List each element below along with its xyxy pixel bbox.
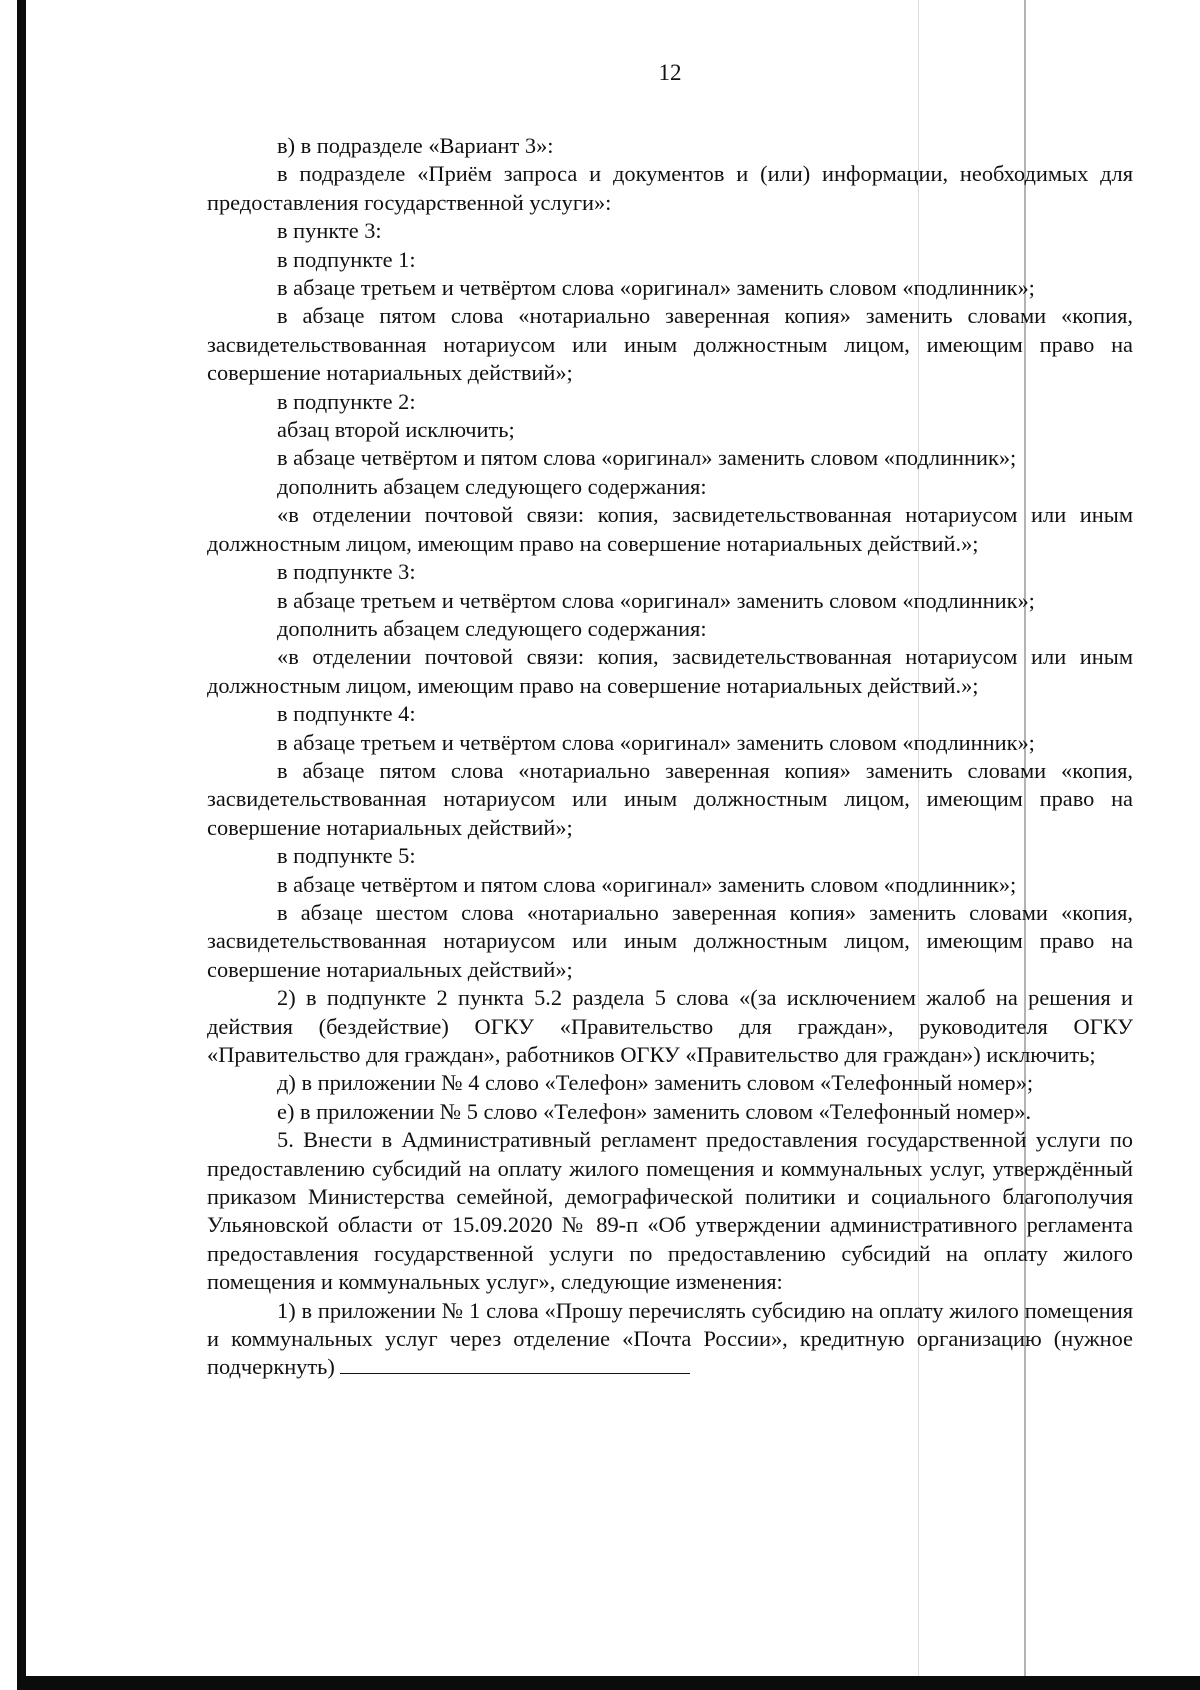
paragraph: в пункте 3:: [277, 218, 382, 244]
paragraph: в подразделе «Приём запроса и документов и (или) информации, необходимых для предоставления государственной услуги»:: [207, 161, 1133, 215]
paragraph: абзац второй исключить;: [277, 417, 515, 443]
paragraph: «в отделении почтовой связи: копия, засвидетельствованная нотариусом или иным должностным лицом, имеющим право на совершение нотариальных действий.»;: [207, 644, 1133, 698]
scan-border-left: [17, 0, 26, 1678]
paragraph: в подпункте 2:: [277, 388, 416, 414]
document-body: [207, 132, 1133, 1382]
paragraph: в подпункте 1:: [277, 246, 416, 272]
paragraph: в абзаце четвёртом и пятом слова «оригинал» заменить словом «подлинник»;: [277, 445, 1017, 471]
paragraph: дополнить абзацем следующего содержания:: [277, 615, 707, 641]
paragraph: 5. Внести в Административный регламент предоставления государственной услуги по предоставлению субсидий на оплату жилого помещения и коммунальных услуг, утверждённый приказом Министерства семейной, демографической политики и социального благополучия Ульяновской области от 15.09.2020 № 89-п «Об утверждении административного регламента предоставления государственной услуги по предоставлению субсидий на оплату жилого помещения и коммунальных услуг», следующие изменения:: [207, 1127, 1133, 1295]
fill-in-blank-line: [340, 1353, 690, 1374]
paragraph: в подпункте 3:: [277, 559, 416, 585]
paragraph-last: [207, 1297, 1133, 1382]
paragraph: в подпункте 4:: [277, 701, 416, 727]
paragraph: в абзаце пятом слова «нотариально заверенная копия» заменить словами «копия, засвидетельствованная нотариусом или иным должностным лицом, имеющим право на совершение нотариальных действий»;: [207, 757, 1133, 840]
paragraph-text: 1) в приложении № 1 слова «Прошу перечислять субсидию на оплату жилого помещения и коммунальных услуг через отделение «Почта России», кредитную организацию (нужное подчеркнуть): [207, 1297, 1133, 1380]
paragraph: в абзаце третьем и четвёртом слова «оригинал» заменить словом «подлинник»;: [277, 275, 1035, 301]
paragraph: 2) в подпункте 2 пункта 5.2 раздела 5 слова «(за исключением жалоб на решения и действия (бездействие) ОГКУ «Правительство для граждан», руководителя ОГКУ «Правительство для граждан», работников ОГКУ «Правительство для граждан») исключить;: [207, 985, 1133, 1067]
paragraph: дополнить абзацем следующего содержания:: [277, 473, 707, 499]
paragraph: в подпункте 5:: [277, 843, 416, 869]
paragraph: в абзаце пятом слова «нотариально заверенная копия» заменить словами «копия, засвидетельствованная нотариусом или иным должностным лицом, имеющим право на совершение нотариальных действий»;: [207, 303, 1133, 386]
paragraph: в абзаце четвёртом и пятом слова «оригинал» заменить словом «подлинник»;: [277, 871, 1017, 897]
paragraph: е) в приложении № 5 слово «Телефон» заменить словом «Телефонный номер».: [277, 1098, 1032, 1124]
paragraph: в абзаце третьем и четвёртом слова «оригинал» заменить словом «подлинник»;: [277, 729, 1035, 755]
paragraph: в абзаце третьем и четвёртом слова «оригинал» заменить словом «подлинник»;: [277, 587, 1035, 613]
paragraph: «в отделении почтовой связи: копия, засвидетельствованная нотариусом или иным должностным лицом, имеющим право на совершение нотариальных действий.»;: [207, 502, 1133, 556]
paragraph: в абзаце шестом слова «нотариально заверенная копия» заменить словами «копия, засвидетельствованная нотариусом или иным должностным лицом, имеющим право на совершение нотариальных действий»;: [207, 899, 1133, 982]
page-number: 12: [658, 60, 682, 85]
scan-border-bottom: [17, 1676, 1200, 1690]
paragraph: в) в подразделе «Вариант 3»:: [277, 133, 554, 158]
paragraph: д) в приложении № 4 слово «Телефон» заменить словом «Телефонный номер»;: [277, 1070, 1034, 1096]
